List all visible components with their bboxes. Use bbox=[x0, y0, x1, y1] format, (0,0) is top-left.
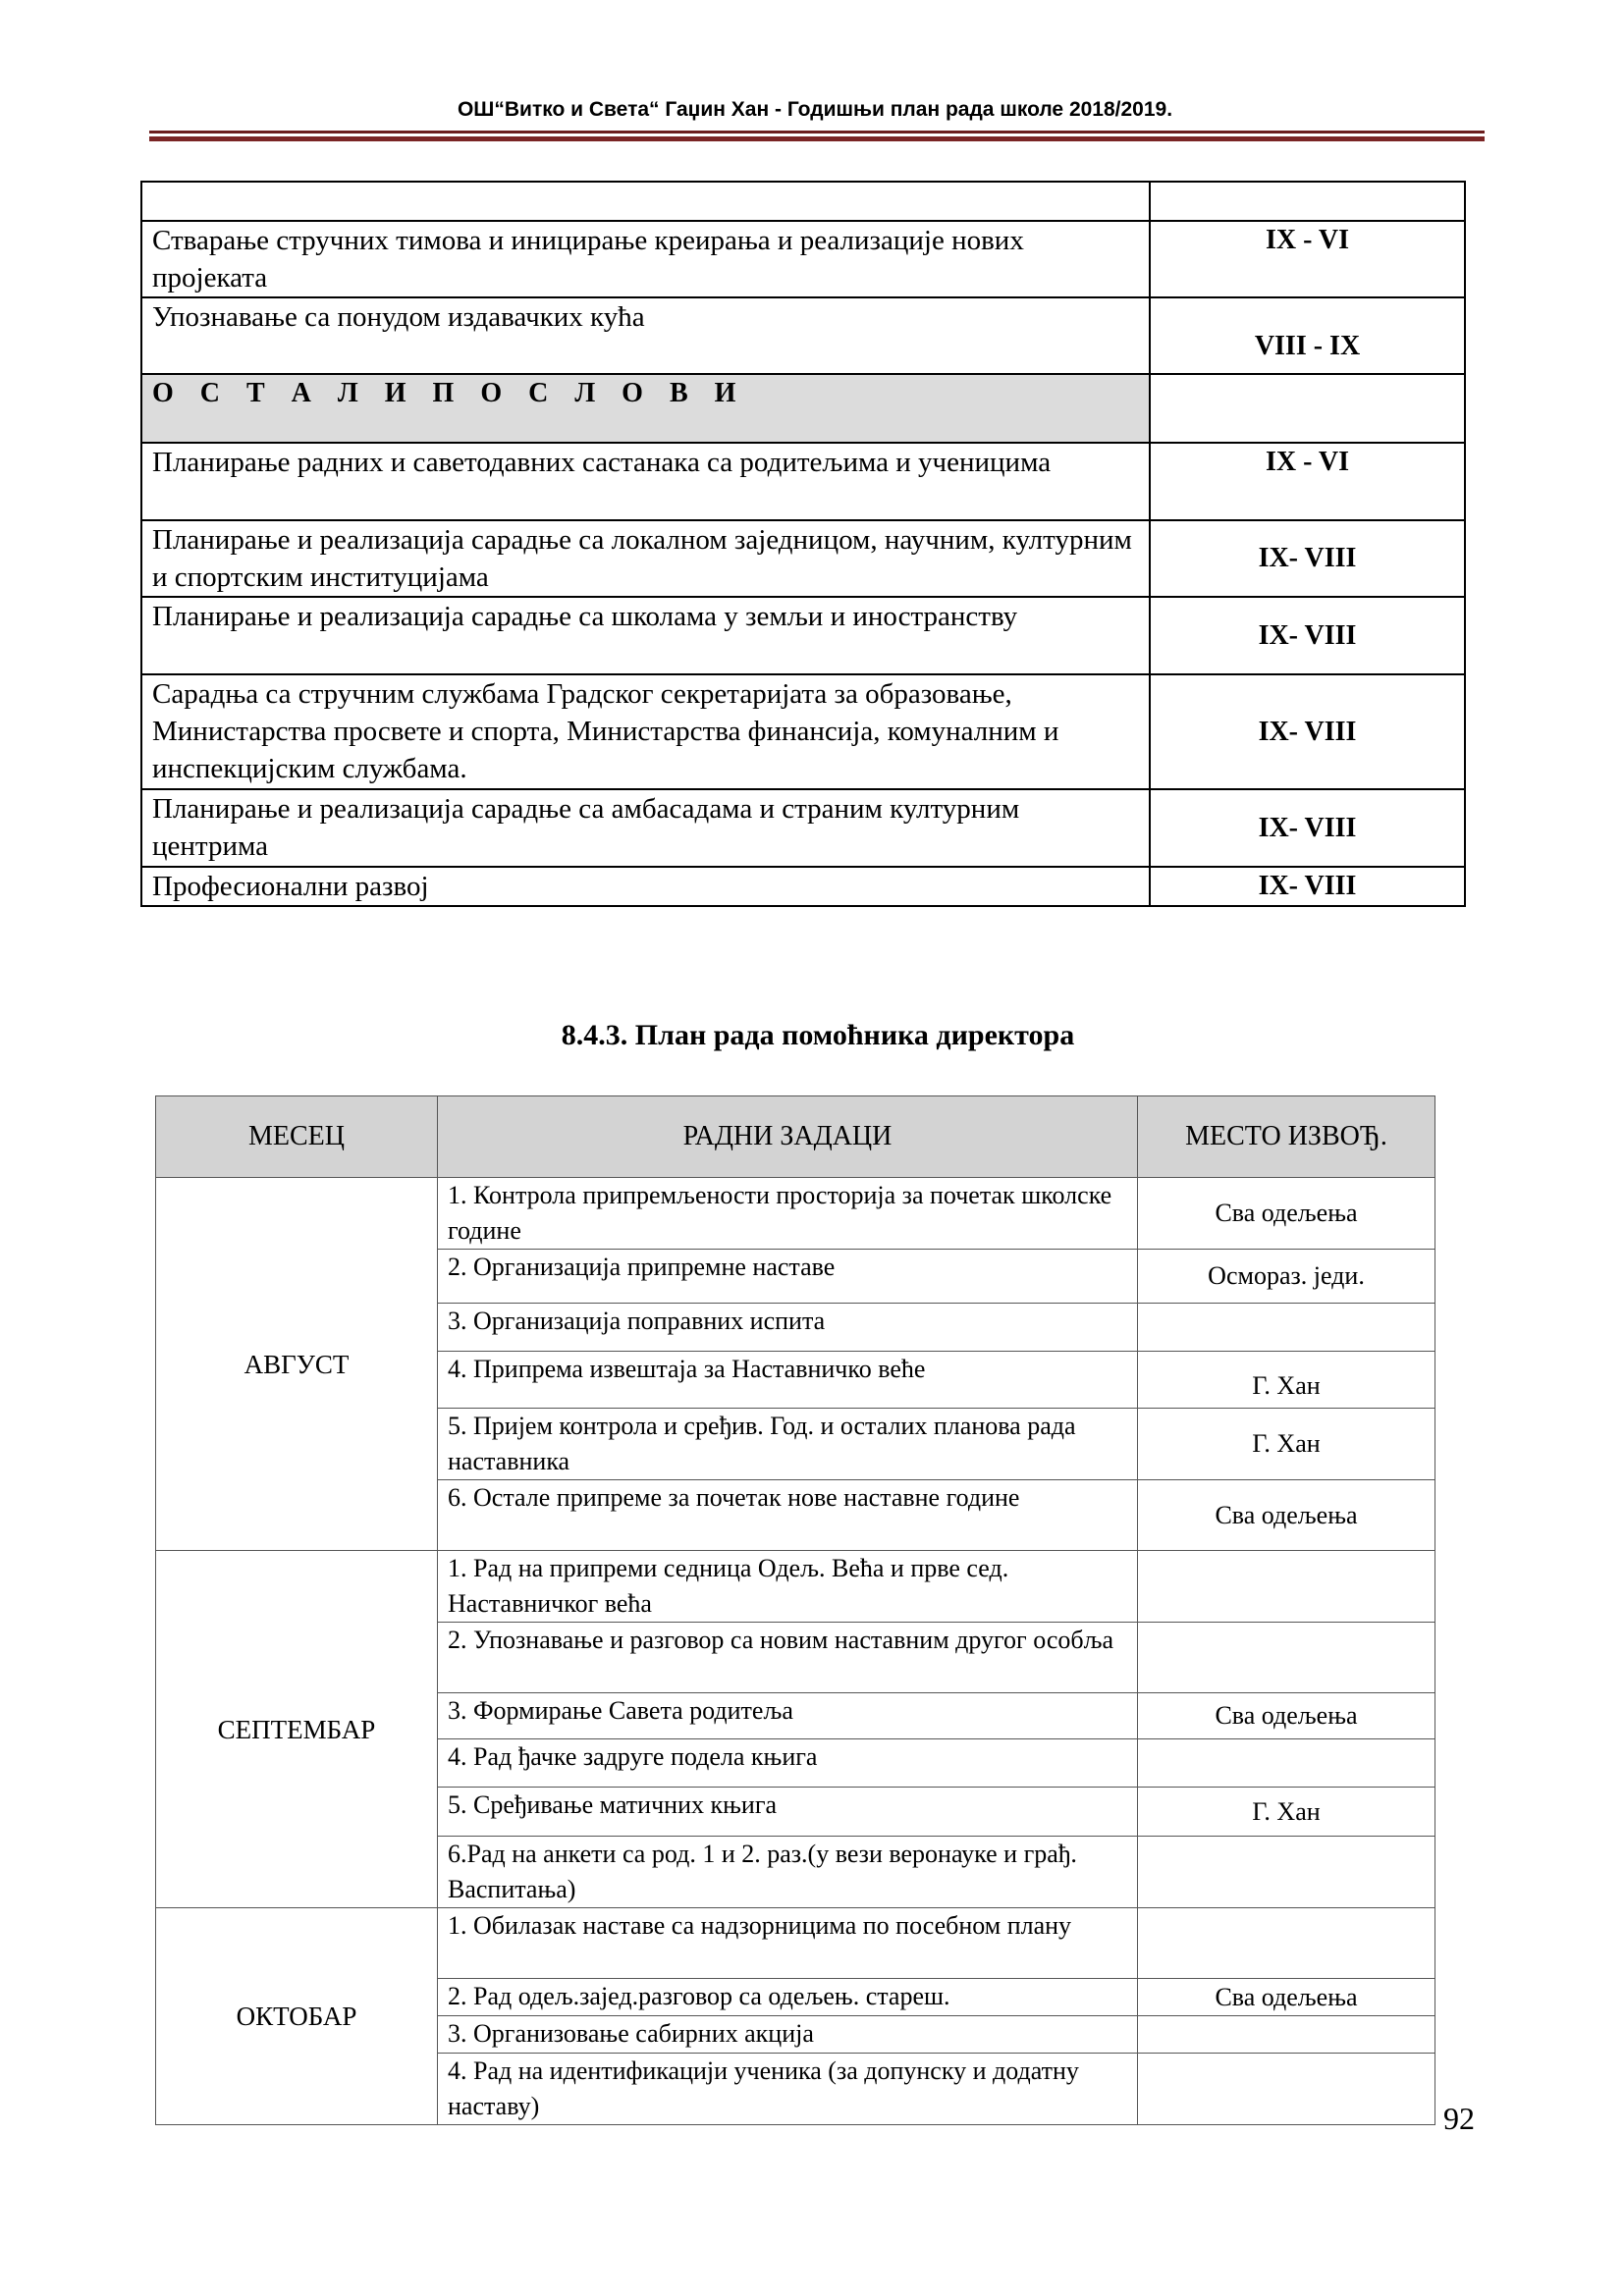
header-row bbox=[156, 1096, 1435, 1178]
period-cell: IX- VIII bbox=[1150, 674, 1465, 789]
tasks-column-header: РАДНИ ЗАДАЦИ bbox=[438, 1096, 1138, 1178]
place-cell bbox=[1138, 1551, 1435, 1623]
place-cell bbox=[1138, 1837, 1435, 1908]
task-cell: 4. Припрема извештаја за Наставничко веће bbox=[438, 1352, 1138, 1409]
table-row bbox=[156, 1178, 1435, 1250]
task-cell: 2. Рад одељ.зајед.разговор са одељењ. стареш. bbox=[438, 1979, 1138, 2016]
table-row bbox=[141, 297, 1465, 374]
task-cell: Планирање и реализација сарадње са амбасадама и страним културним центрима bbox=[141, 789, 1150, 867]
table-row bbox=[141, 182, 1465, 221]
table-row bbox=[141, 443, 1465, 520]
place-column-header: МЕСТО ИЗВОЂ. bbox=[1138, 1096, 1435, 1178]
task-cell: 4. Рад на идентификацији ученика (за допунску и додатну наставу) bbox=[438, 2054, 1138, 2125]
period-cell: IX- VIII bbox=[1150, 597, 1465, 674]
page-number: 92 bbox=[1443, 2101, 1475, 2136]
task-cell: 6. Остале припреме за почетак нове наставне године bbox=[438, 1480, 1138, 1551]
table-row bbox=[156, 1551, 1435, 1623]
table-row-section bbox=[141, 374, 1465, 443]
header-rule-thick bbox=[149, 136, 1485, 141]
place-cell: Сва одељења bbox=[1138, 1979, 1435, 2016]
section-title: 8.4.3. План рада помоћника директора bbox=[561, 1019, 1075, 1051]
place-cell: Г. Хан bbox=[1138, 1352, 1435, 1409]
period-cell: IX- VIII bbox=[1150, 867, 1465, 906]
place-cell bbox=[1138, 1304, 1435, 1352]
table-row bbox=[141, 597, 1465, 674]
task-cell: 1. Контрола припремљености просторија за почетак школске године bbox=[438, 1178, 1138, 1250]
task-cell: Сарадња са стручним службама Градског секретаријата за образовање, Министарства просвете и спорта, Министарства финансија, комуналним и инспекцијским службама. bbox=[141, 674, 1150, 789]
table-row bbox=[141, 520, 1465, 597]
task-cell: 3. Формирање Савета родитеља bbox=[438, 1693, 1138, 1739]
place-cell bbox=[1138, 1908, 1435, 1979]
table-row bbox=[141, 789, 1465, 867]
period-cell: VIII - IX bbox=[1150, 297, 1465, 374]
plan-table bbox=[155, 1095, 1435, 2125]
task-cell: 1. Рад на припреми седница Одељ. Већа и прве сед. Наставничког већа bbox=[438, 1551, 1138, 1623]
task-cell: 2. Упознавање и разговор са новим наставним другог особља bbox=[438, 1623, 1138, 1693]
task-cell: 6.Рад на анкети са род. 1 и 2. раз.(у вези веронауке и грађ. Васпитања) bbox=[438, 1837, 1138, 1908]
task-cell: 1. Обилазак наставе са надзорницима по посебном плану bbox=[438, 1908, 1138, 1979]
month-cell: ОКТОБАР bbox=[156, 1908, 438, 2125]
table-row bbox=[141, 221, 1465, 297]
place-cell: Г. Хан bbox=[1138, 1788, 1435, 1837]
period-cell: IX- VIII bbox=[1150, 520, 1465, 597]
header-rule bbox=[149, 131, 1485, 133]
task-cell: Професионални развој bbox=[141, 867, 1150, 906]
task-cell: Планирање радних и саветодавних састанака са родитељима и ученицима bbox=[141, 443, 1150, 520]
task-cell: 3. Организација поправних испита bbox=[438, 1304, 1138, 1352]
table-row bbox=[141, 674, 1465, 789]
task-cell: Планирање и реализација сарадње са локалном заједницом, научним, културним и спортским институцијама bbox=[141, 520, 1150, 597]
month-cell: АВГУСТ bbox=[156, 1178, 438, 1551]
task-cell: Упознавање са понудом издавачких кућа bbox=[141, 297, 1150, 374]
activities-table bbox=[140, 181, 1466, 907]
period-cell: IX - VI bbox=[1150, 221, 1465, 297]
period-cell: IX- VIII bbox=[1150, 789, 1465, 867]
month-cell: СЕПТЕМБАР bbox=[156, 1551, 438, 1908]
period-cell bbox=[1150, 182, 1465, 221]
task-cell bbox=[141, 182, 1150, 221]
place-cell bbox=[1138, 2054, 1435, 2125]
page-header: ОШ“Витко и Света“ Гаџин Хан - Годишњи план рада школе 2018/2019. bbox=[457, 98, 1173, 121]
place-cell bbox=[1138, 2016, 1435, 2054]
place-cell: Сва одељења bbox=[1138, 1178, 1435, 1250]
period-cell bbox=[1150, 374, 1465, 443]
section-heading: О С Т А Л И П О С Л О В И bbox=[141, 374, 1150, 443]
task-cell: 5. Сређивање матичних књига bbox=[438, 1788, 1138, 1837]
period-cell: IX - VI bbox=[1150, 443, 1465, 520]
task-cell: Планирање и реализација сарадње са школама у земљи и иностранству bbox=[141, 597, 1150, 674]
task-cell: 4. Рад ђачке задруге подела књига bbox=[438, 1739, 1138, 1788]
place-cell: Сва одељења bbox=[1138, 1480, 1435, 1551]
task-cell: 5. Пријем контрола и сређив. Год. и осталих планова рада наставника bbox=[438, 1409, 1138, 1480]
month-column-header: МЕСЕЦ bbox=[156, 1096, 438, 1178]
task-cell: 2. Организација припремне наставе bbox=[438, 1250, 1138, 1304]
place-cell: Осмораз. једи. bbox=[1138, 1250, 1435, 1304]
table-row bbox=[141, 867, 1465, 906]
task-cell: Стварање стручних тимова и иницирање креирања и реализације нових пројеката bbox=[141, 221, 1150, 297]
place-cell: Сва одељења bbox=[1138, 1693, 1435, 1739]
task-cell: 3. Организовање сабирних акција bbox=[438, 2016, 1138, 2054]
place-cell bbox=[1138, 1739, 1435, 1788]
table-row bbox=[156, 1908, 1435, 1979]
place-cell bbox=[1138, 1623, 1435, 1693]
place-cell: Г. Хан bbox=[1138, 1409, 1435, 1480]
